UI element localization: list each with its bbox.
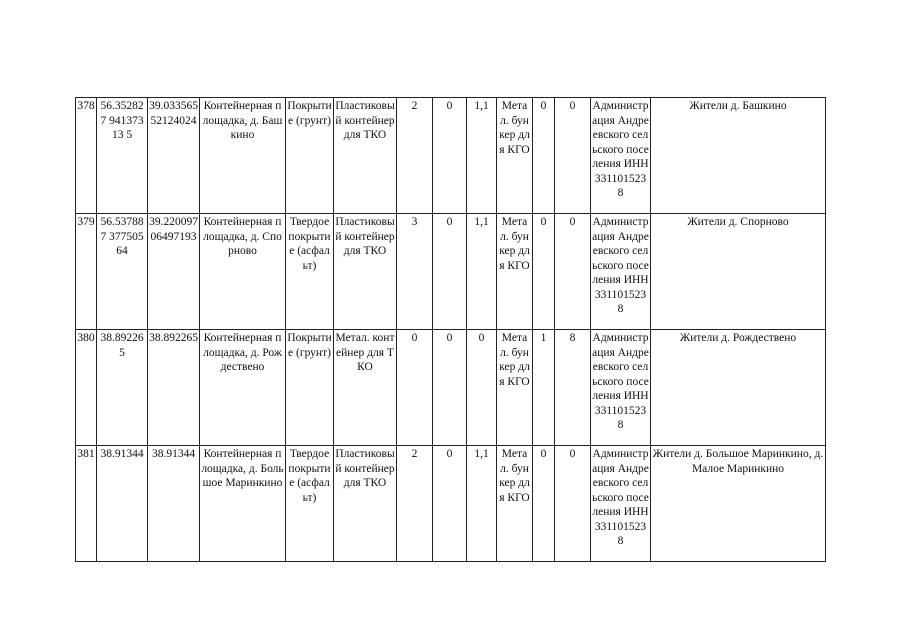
container-type-cell: Пластиковый контейнер для ТКО (334, 446, 397, 562)
longitude-cell: 39.220097 06497193 (148, 214, 200, 330)
kgo-type-cell: Метал. бункер для КГО (497, 446, 533, 562)
table-row (76, 214, 826, 330)
kgo-volume-cell: 0 (555, 446, 591, 562)
planned-count-cell: 0 (433, 98, 467, 214)
surface-cell: Твердое покрытие (асфальт) (286, 214, 334, 330)
latitude-cell: 56.352827 94137313 5 (97, 98, 148, 214)
table-row (76, 98, 826, 214)
kgo-count-cell: 0 (533, 98, 555, 214)
latitude-cell: 38.892265 (97, 330, 148, 446)
row-number-cell: 380 (76, 330, 97, 446)
container-type-cell: Пластиковый контейнер для ТКО (334, 98, 397, 214)
container-count-cell: 2 (397, 98, 433, 214)
longitude-cell: 38.892265 (148, 330, 200, 446)
container-volume-cell: 1,1 (467, 446, 497, 562)
kgo-count-cell: 0 (533, 446, 555, 562)
site-name-cell: Контейнерная площадка, д. Башкино (200, 98, 286, 214)
waste-sources-cell: Жители д. Спорново (651, 214, 826, 330)
kgo-count-cell: 0 (533, 214, 555, 330)
planned-count-cell: 0 (433, 446, 467, 562)
table-row (76, 330, 826, 446)
longitude-cell: 38.91344 (148, 446, 200, 562)
latitude-cell: 38.91344 (97, 446, 148, 562)
owner-cell: Администрация Андреевского сельского поселения ИНН 3311015238 (591, 446, 651, 562)
site-name-cell: Контейнерная площадка, д. Спорново (200, 214, 286, 330)
owner-cell: Администрация Андреевского сельского поселения ИНН 3311015238 (591, 214, 651, 330)
waste-sources-cell: Жители д. Башкино (651, 98, 826, 214)
kgo-type-cell: Метал. бункер для КГО (497, 98, 533, 214)
table-row (76, 446, 826, 562)
row-number-cell: 378 (76, 98, 97, 214)
waste-sources-cell: Жители д. Большое Маринкино, д. Малое Маринкино (651, 446, 826, 562)
container-count-cell: 3 (397, 214, 433, 330)
container-type-cell: Пластиковый контейнер для ТКО (334, 214, 397, 330)
row-number-cell: 379 (76, 214, 97, 330)
surface-cell: Твердое покрытие (асфальт) (286, 446, 334, 562)
surface-cell: Покрытие (грунт) (286, 330, 334, 446)
container-sites-table (75, 97, 826, 562)
planned-count-cell: 0 (433, 214, 467, 330)
container-volume-cell: 1,1 (467, 98, 497, 214)
site-name-cell: Контейнерная площадка, д. Большое Маринкино (200, 446, 286, 562)
latitude-cell: 56.537887 37750564 (97, 214, 148, 330)
surface-cell: Покрытие (грунт) (286, 98, 334, 214)
container-volume-cell: 1,1 (467, 214, 497, 330)
row-number-cell: 381 (76, 446, 97, 562)
container-volume-cell: 0 (467, 330, 497, 446)
kgo-type-cell: Метал. бункер для КГО (497, 214, 533, 330)
waste-sources-cell: Жители д. Рождествено (651, 330, 826, 446)
kgo-count-cell: 1 (533, 330, 555, 446)
container-count-cell: 0 (397, 330, 433, 446)
container-count-cell: 2 (397, 446, 433, 562)
kgo-volume-cell: 0 (555, 98, 591, 214)
kgo-volume-cell: 0 (555, 214, 591, 330)
container-type-cell: Метал. контейнер для ТКО (334, 330, 397, 446)
planned-count-cell: 0 (433, 330, 467, 446)
site-name-cell: Контейнерная площадка, д. Рождествено (200, 330, 286, 446)
owner-cell: Администрация Андреевского сельского поселения ИНН 3311015238 (591, 330, 651, 446)
owner-cell: Администрация Андреевского сельского поселения ИНН 3311015238 (591, 98, 651, 214)
kgo-type-cell: Метал. бункер для КГО (497, 330, 533, 446)
kgo-volume-cell: 8 (555, 330, 591, 446)
longitude-cell: 39.033565 52124024 (148, 98, 200, 214)
